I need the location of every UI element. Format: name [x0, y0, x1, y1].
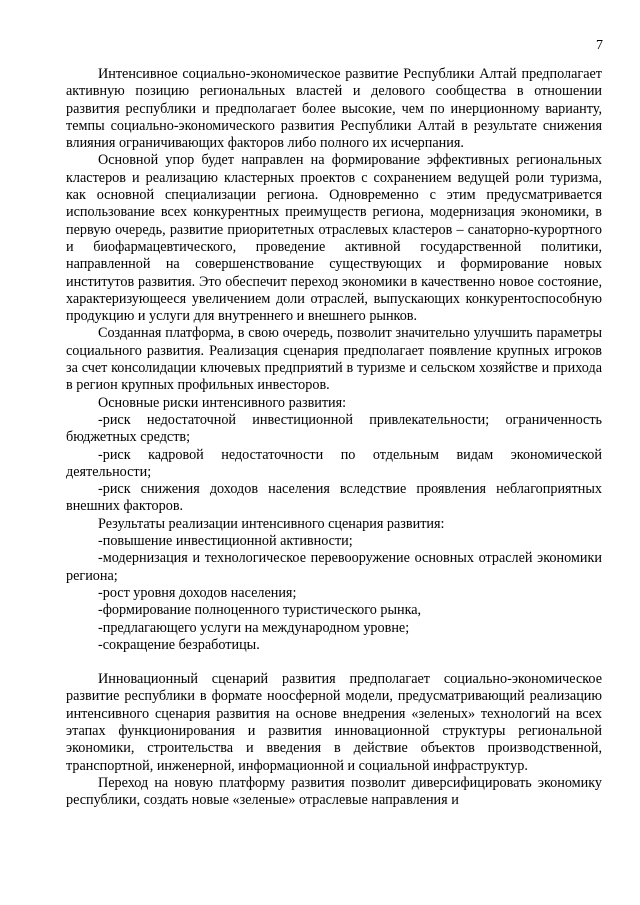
- paragraph: Интенсивное социально-экономическое развитие Республики Алтай предполагает активную позицию региональных властей и делового сообщества в отношении развития республики и предполагает более высокие, чем по инерционному варианту, темпы социально-экономического развития Республики Алтай в результате снижения влияния ограничивающих факторов либо полного их исчерпания.: [66, 66, 602, 152]
- paragraph: Переход на новую платформу развития позволит диверсифицировать экономику республики, создать новые «зеленые» отраслевые направления и: [66, 774, 602, 809]
- list-item: -повышение инвестиционной активности;: [98, 533, 353, 550]
- list-heading: Основные риски интенсивного развития:: [98, 394, 347, 411]
- list-heading: Результаты реализации интенсивного сценария развития:: [98, 515, 445, 532]
- list-item: -риск кадровой недостаточности по отдельным видам экономической деятельности;: [66, 446, 602, 480]
- list-item: -модернизация и технологическое перевооружение основных отраслей экономики региона;: [66, 550, 602, 584]
- paragraph: Созданная платформа, в свою очередь, позволит значительно улучшить параметры социального развития. Реализация сценария предполагает появление крупных игроков за счет консолидации ключевых предприятий в туризме и сельском хозяйстве и прихода в регион крупных профильных инвесторов.: [66, 325, 602, 394]
- paragraph: Инновационный сценарий развития предполагает социально-экономическое развитие республики в формате ноосферной модели, предусматривающий реализацию интенсивного сценария развития на основе внедрения «зеленых» технологий на всех этапах функционирования и развития инновационной структуры региональной экономики, строительства и введения в действие объектов производственной, транспортной, инженерной, информационной и социальной инфраструктур.: [66, 671, 602, 774]
- document-body: [66, 66, 602, 809]
- list-item: -рост уровня доходов населения;: [98, 584, 297, 601]
- list-item: -риск недостаточной инвестиционной привлекательности; ограниченность бюджетных средств;: [66, 411, 602, 446]
- list-item: -предлагающего услуги на международном уровне;: [98, 619, 410, 636]
- paragraph: Основной упор будет направлен на формирование эффективных региональных кластеров и реализацию кластерных проектов с сохранением ведущей роли туризма, как основной специализации региона. Одновременно с этим предусматривается использование всех конкурентных преимуществ региона, модернизация экономики, в первую очередь, развитие приоритетных отраслевых кластеров – санаторно-курортного и биофармацевтического, проведение активной государственной политики, направленной на совершенствование существующих и формирование новых институтов развития. Это обеспечит переход экономики в качественно новое состояние, характеризующееся увеличением доли отраслей, выпускающих конкурентоспособную продукцию и услуги для внутреннего и внешнего рынков.: [66, 152, 602, 325]
- list-item: -формирование полноценного туристического рынка,: [98, 602, 422, 619]
- page-number: 7: [596, 38, 603, 53]
- list-item: -риск снижения доходов населения вследствие проявления неблагоприятных внешних факторов.: [66, 481, 602, 515]
- list-item: -сокращение безработицы.: [98, 636, 260, 653]
